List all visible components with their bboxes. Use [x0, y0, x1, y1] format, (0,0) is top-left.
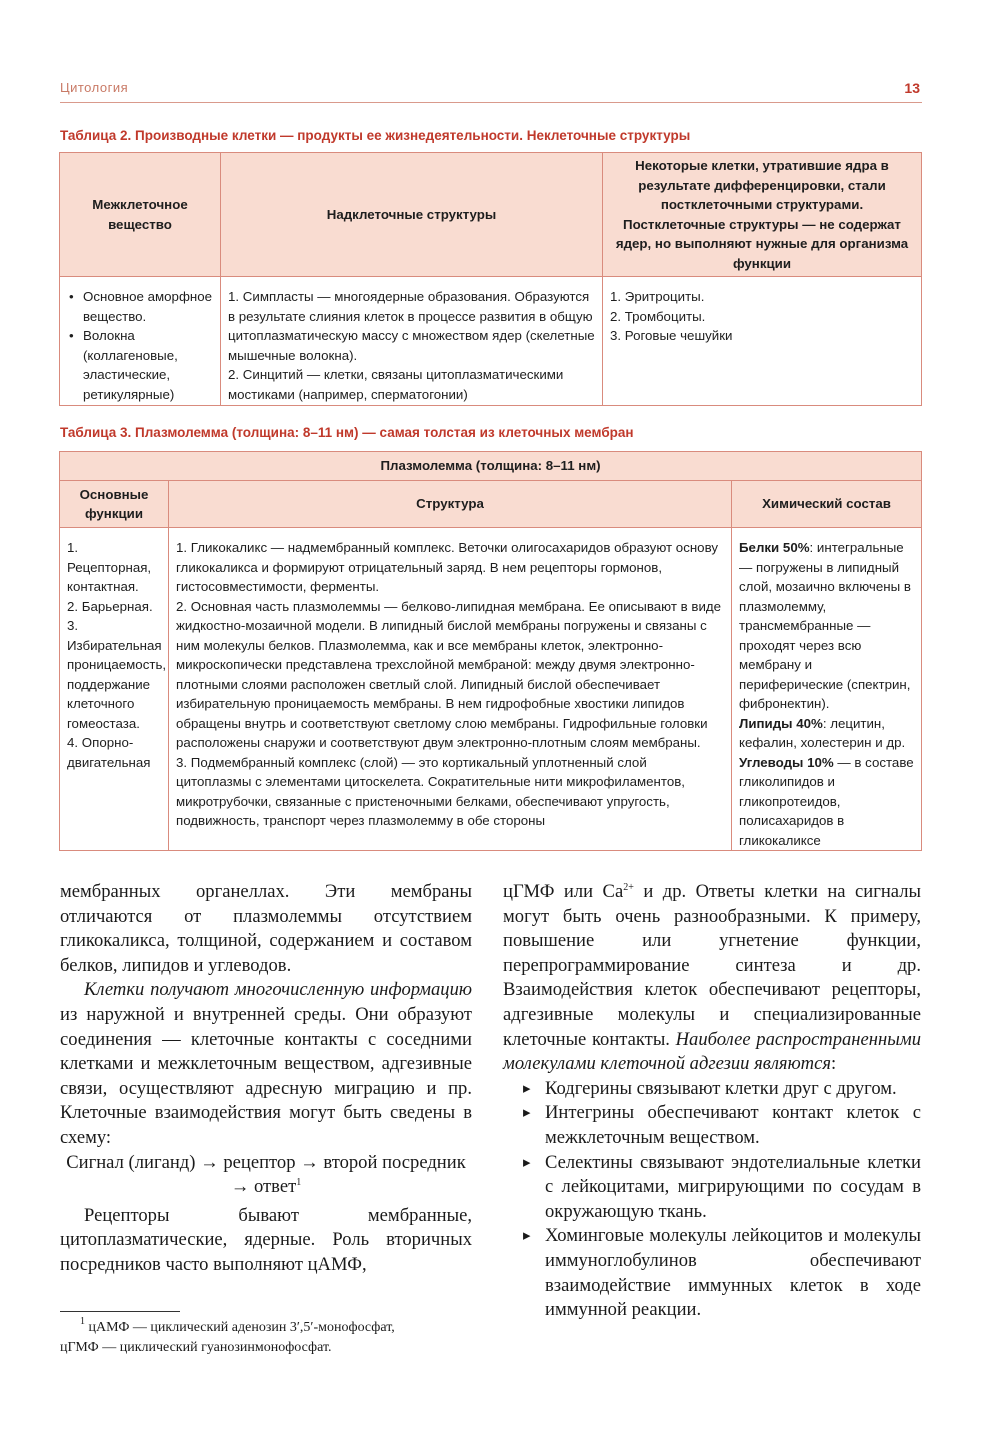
table3-top-header: Плазмолемма (толщина: 8–11 нм)	[60, 452, 922, 481]
list-item: 4. Опорно-двигательная	[67, 735, 151, 770]
paragraph: Клетки получают многочисленную информацию из наружной и внутренней среды. Они образуют соединения — клеточные контакты с соседними клетками и межклеточным веществом, адгезивные связи, осуществляют адресную миграцию и пр. Клеточные взаимодействия могут быть сведены в схему:	[60, 979, 472, 1148]
table2-cell-postcellular	[603, 277, 922, 406]
list-item: 3. Избирательная проницаемость, поддержание клеточного гомеостаза.	[67, 618, 167, 731]
lipids-text: : лецитин, кефалин, холестерин и др.	[739, 715, 906, 750]
intercellular-list	[67, 287, 213, 404]
table2-header-intercellular: Межклеточное вещество	[60, 153, 221, 277]
proteins-text: : интегральные — погружены в липидный слой, мозаично включены в плазмолемму, трансмембранные — проходят через всю мембрану и периферические (спектрин, фибронектин).	[739, 540, 911, 711]
table3	[59, 451, 922, 851]
section-title: Цитология	[60, 80, 129, 95]
table2	[59, 152, 922, 406]
chem-proteins	[739, 538, 914, 714]
footnote: $^1$ цАМФ — циклический аденозин 3′,5′-монофосфат, цГМФ — циклический гуанозинмонофосфат.	[60, 1316, 395, 1355]
footnote-number: 1	[80, 1316, 85, 1327]
signal-scheme: Сигнал (лиганд) → рецептор → второй посредник → ответ$^1$	[66, 1151, 466, 1198]
table3-caption: Таблица 3. Плазмолемма (толщина: 8–11 нм) — самая толстая из клеточных мембран	[60, 425, 634, 440]
paragraph: цГМФ или $Ca^{2+}$ и др. Ответы клетки на сигналы могут быть очень разнообразными. К примеру, повышение или угнетение функции, перепрограммирование синтеза и др. Взаимодействия клеток обеспечивают рецепторы, адгезивные молекулы и специализированные клеточные контакты. Наиболее распространенными молекулами клеточной адгезии являются:	[503, 881, 921, 1075]
proteins-label: Белки 50%	[739, 540, 810, 555]
table3-cell-functions	[60, 528, 169, 851]
list-item: ▸ Интегрины обеспечивают контакт клеток с межклеточным веществом.	[545, 1101, 921, 1150]
list-item: ▸ Кодгерины связывают клетки друг с другом.	[545, 1077, 921, 1102]
table3-header-chemistry: Химический состав	[732, 481, 922, 528]
chem-lipids	[739, 714, 914, 753]
list-item: 1. Эритроциты.	[610, 289, 705, 304]
list-item: 2. Тромбоциты.	[610, 308, 706, 324]
lipids-label: Липиды 40%	[739, 715, 823, 731]
table2-header-supracellular: Надклеточные структуры	[221, 153, 603, 277]
paragraph: мембранных органеллах. Эти мембраны отличаются от плазмолеммы отсутствием гликокаликса, толщиной, содержанием и составом белков, липидов и углеводов.	[60, 881, 472, 976]
italic-phrase: Клетки получают многочисленную информацию	[84, 979, 472, 1001]
list-item: • Основное аморфное вещество.	[83, 287, 213, 326]
list-item: 2. Барьерная.	[67, 598, 153, 614]
list-item: 1. Рецепторная, контактная.	[67, 540, 152, 594]
footnote-divider	[60, 1311, 180, 1312]
chem-carbs	[739, 753, 914, 851]
body-left-column	[60, 880, 472, 1278]
header-divider	[60, 102, 922, 103]
list-item: • Волокна (коллагеновые, эластические, ретикулярные)	[83, 326, 213, 404]
footnote-ref: 1	[296, 1177, 302, 1189]
carbs-text: — в составе гликолипидов и гликопротеидов, полисахаридов в гликокаликсе	[739, 754, 914, 848]
list-item: ▸ Хоминговые молекулы лейкоцитов и молекулы иммуноглобулинов обеспечивают взаимодействие иммунных клеток в ходе иммунной реакции.	[545, 1224, 921, 1322]
table2-cell-intercellular	[60, 277, 221, 406]
body-right-column	[503, 880, 921, 1323]
list-item: 3. Роговые чешуйки	[610, 328, 733, 343]
table2-cell-supracellular: 1. Симпласты — многоядерные образования. Образуются в результате слияния клеток в процессе развития в общую цитоплазматическую массу с множеством ядер (скелетные мышечные волокна). 2. Синцитий — клетки, связаны цитоплазматическими мостиками (например, сперматогонии)	[221, 277, 603, 406]
adhesion-molecules-list	[503, 1077, 921, 1323]
table3-header-structure: Структура	[169, 481, 732, 528]
table2-header-postcellular: Некоторые клетки, утратившие ядра в результате дифференцировки, стали постклеточными структурами. Постклеточные структуры — не содержат ядер, но выполняют нужные для организма функции	[603, 153, 922, 277]
table3-header-functions: Основные функции	[60, 481, 169, 528]
paragraph: Рецепторы бывают мембранные, цитоплазматические, ядерные. Роль вторичных посредников часто выполняют цАМФ,	[60, 1204, 472, 1275]
table2-caption: Таблица 2. Производные клетки — продукты ее жизнедеятельности. Неклеточные структуры	[60, 128, 691, 143]
list-item: ▸ Селектины связывают эндотелиальные клетки с лейкоцитами, мигрирующими по сосудам в окружающую ткань.	[545, 1151, 921, 1225]
table3-cell-structure: 1. Гликокаликс — надмембранный комплекс. Веточки олигосахаридов образуют основу гликокаликса и формируют отрицательный заряд. В нем рецепторы гормонов, гистосовместимости, ферменты. 2. Основная часть плазмолеммы — белково-липидная мембрана. Ее описывают в виде жидкостно-мозаичной модели. В липидный бислой мембраны погружены и связаны с ним молекулы белков. Плазмолемма, как и все мембраны клеток, электронно-микроскопически представлена трехслойной мембраной: между двумя электронно-плотными слоями расположен светлый слой. Липидный бислой обеспечивает избирательную проницаемость мембраны. В нем гидрофобные хвостики липидов обращены внутрь и соответствуют светлому слою мембраны. Гидрофильные головки расположены снаружи и соответствуют двум электронно-плотным слоям мембраны. 3. Подмембранный комплекс (слой) — это кортикальный уплотненный слой цитоплазмы с элементами цитоскелета. Сократительные нити микрофиламентов, микротрубочки, связанные с пристеночными белками, обеспечивают упругость, подвижность, транспорт через плазмолемму в обе стороны	[169, 528, 732, 851]
page-number: 13	[904, 80, 920, 96]
carbs-label: Углеводы 10%	[739, 754, 834, 770]
page-header	[60, 80, 920, 100]
italic-phrase: Наиболее распространенными молекулами клеточной адгезии являются	[503, 1028, 921, 1075]
table3-cell-chemistry	[732, 528, 922, 851]
